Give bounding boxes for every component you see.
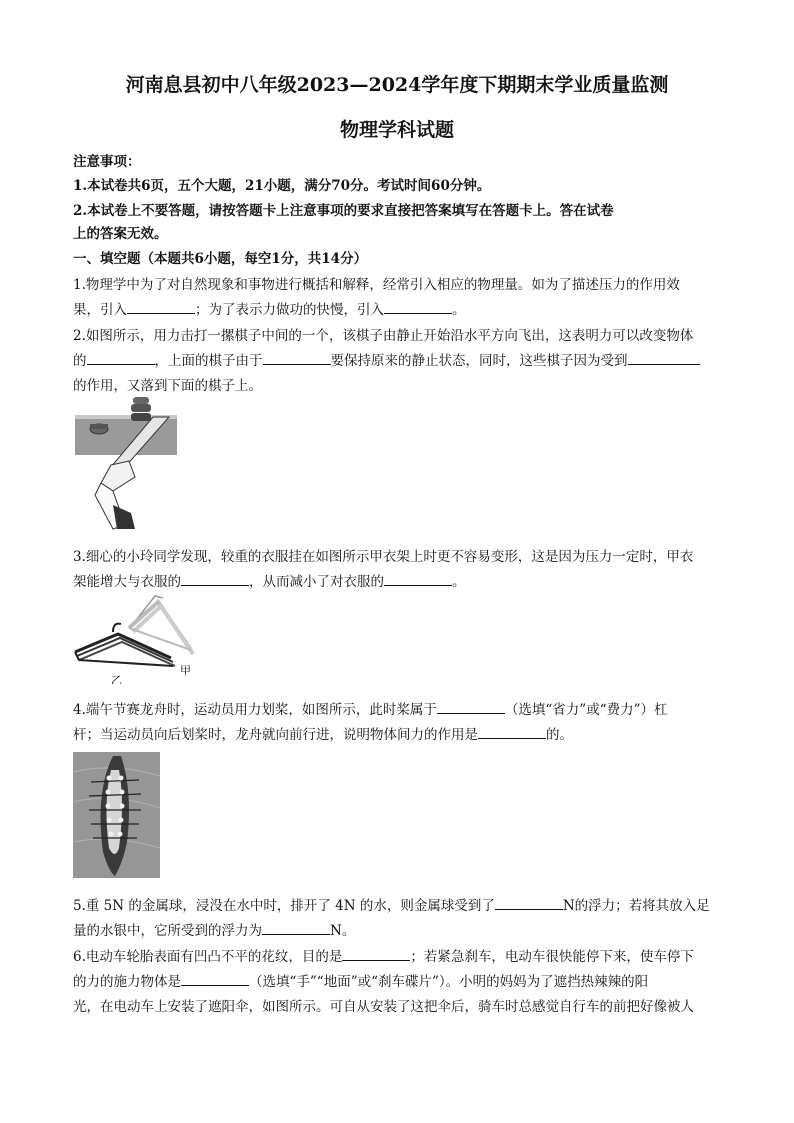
q6-text-d: （选填“手”“地面”或“刹车碟片”）。小明的妈妈为了遮挡热辣辣的阳 bbox=[249, 974, 649, 990]
notes-item-1: 1.本试卷共6页，五个大题，21小题，满分70分。考试时间60分钟。 bbox=[73, 178, 491, 194]
q1-text-b: ；为了表示力做功的快慢，引入 bbox=[195, 302, 384, 318]
question-4-line-1 bbox=[73, 698, 668, 718]
q1-text-c: 。 bbox=[452, 302, 466, 318]
answer-blank bbox=[342, 959, 410, 961]
q4-text-c: 杆；当运动员向后划桨时，龙舟就向前行进，说明物体间力的作用是 bbox=[73, 727, 478, 743]
q5-text-d: N。 bbox=[330, 923, 356, 939]
hangers-figure bbox=[73, 592, 198, 684]
answer-blank bbox=[181, 984, 249, 986]
answer-blank bbox=[262, 933, 330, 935]
question-1-line-1: 1.物理学中为了对自然现象和事物进行概括和解释，经常引入相应的物理量。如为了描述压力的作用效 bbox=[73, 277, 680, 293]
question-1-line-2 bbox=[73, 298, 466, 318]
notes-item-2-line-2: 上的答案无效。 bbox=[73, 226, 168, 242]
question-4-line-2 bbox=[73, 723, 573, 743]
q4-text-a: 4.端午节赛龙舟时，运动员用力划桨，如图所示，此时桨属于 bbox=[73, 702, 437, 718]
answer-blank bbox=[437, 712, 505, 714]
q4-text-d: 的。 bbox=[546, 727, 573, 743]
hanger-label-yi: 乙 bbox=[111, 674, 122, 684]
question-5-line-2 bbox=[73, 919, 355, 939]
answer-blank bbox=[628, 363, 700, 365]
question-3-line-2 bbox=[73, 570, 466, 590]
notes-item-2-line-1: 2.本试卷上不要答题，请按答题卡上注意事项的要求直接把答案填写在答题卡上。答在试卷 bbox=[73, 203, 614, 219]
question-2-line-3: 的作用，又落到下面的棋子上。 bbox=[73, 378, 262, 394]
q4-text-b: （选填“省力”或“费力”）杠 bbox=[504, 702, 668, 718]
exam-title: 河南息县初中八年级2023—2024学年度下期期末学业质量监测 bbox=[125, 74, 669, 96]
exam-subtitle: 物理学科试题 bbox=[339, 119, 454, 141]
q3-text-b: ，从而减小了对衣服的 bbox=[249, 574, 384, 590]
q6-text-b: ；若紧急刹车，电动车很快能停下来，使车停下 bbox=[410, 949, 694, 965]
section-1-heading: 一、填空题（本题共6小题，每空1分，共14分） bbox=[73, 251, 368, 267]
question-5-line-1 bbox=[73, 894, 710, 914]
q3-text-c: 。 bbox=[452, 574, 466, 590]
q6-text-c: 的力的施力物体是 bbox=[73, 974, 181, 990]
q2-text-a: 的 bbox=[73, 353, 87, 369]
answer-blank bbox=[181, 584, 249, 586]
hanger-label-jia: 甲 bbox=[180, 664, 191, 677]
question-2-line-2 bbox=[73, 349, 700, 369]
dragon-boat-photo bbox=[73, 752, 160, 878]
q5-text-b: N的浮力；若将其放入足 bbox=[562, 898, 710, 914]
q1-text-a: 果，引入 bbox=[73, 302, 127, 318]
answer-blank bbox=[384, 584, 452, 586]
question-3-line-1: 3.细心的小玲同学发现，较重的衣服挂在如图所示甲衣架上时更不容易变形，这是因为压力一定时，甲衣 bbox=[73, 549, 694, 565]
question-6-line-2 bbox=[73, 970, 648, 990]
notes-heading: 注意事项： bbox=[73, 154, 141, 170]
q5-text-a: 5.重 5N 的金属球，浸没在水中时，排开了 4N 的水，则金属球受到了 bbox=[73, 898, 495, 914]
chess-pieces-figure bbox=[73, 395, 178, 530]
answer-blank bbox=[495, 908, 563, 910]
question-2-line-1: 2.如图所示，用力击打一摞棋子中间的一个，该棋子由静止开始沿水平方向飞出，这表明力可以改变物体 bbox=[73, 328, 694, 344]
q6-text-a: 6.电动车轮胎表面有凹凸不平的花纹，目的是 bbox=[73, 949, 343, 965]
q2-text-b: ，上面的棋子由于 bbox=[154, 353, 263, 369]
q2-text-c: 要保持原来的静止状态，同时，这些棋子因为受到 bbox=[330, 353, 628, 369]
answer-blank bbox=[478, 737, 546, 739]
answer-blank bbox=[384, 312, 452, 314]
q5-text-c: 量的水银中，它所受到的浮力为 bbox=[73, 923, 262, 939]
question-6-line-3: 光，在电动车上安装了遮阳伞，如图所示。可自从安装了这把伞后，骑车时总感觉自行车的前把好像被人 bbox=[73, 999, 694, 1015]
answer-blank bbox=[127, 312, 195, 314]
q3-text-a: 架能增大与衣服的 bbox=[73, 574, 181, 590]
answer-blank bbox=[263, 363, 331, 365]
question-6-line-1 bbox=[73, 945, 694, 965]
answer-blank bbox=[87, 363, 155, 365]
